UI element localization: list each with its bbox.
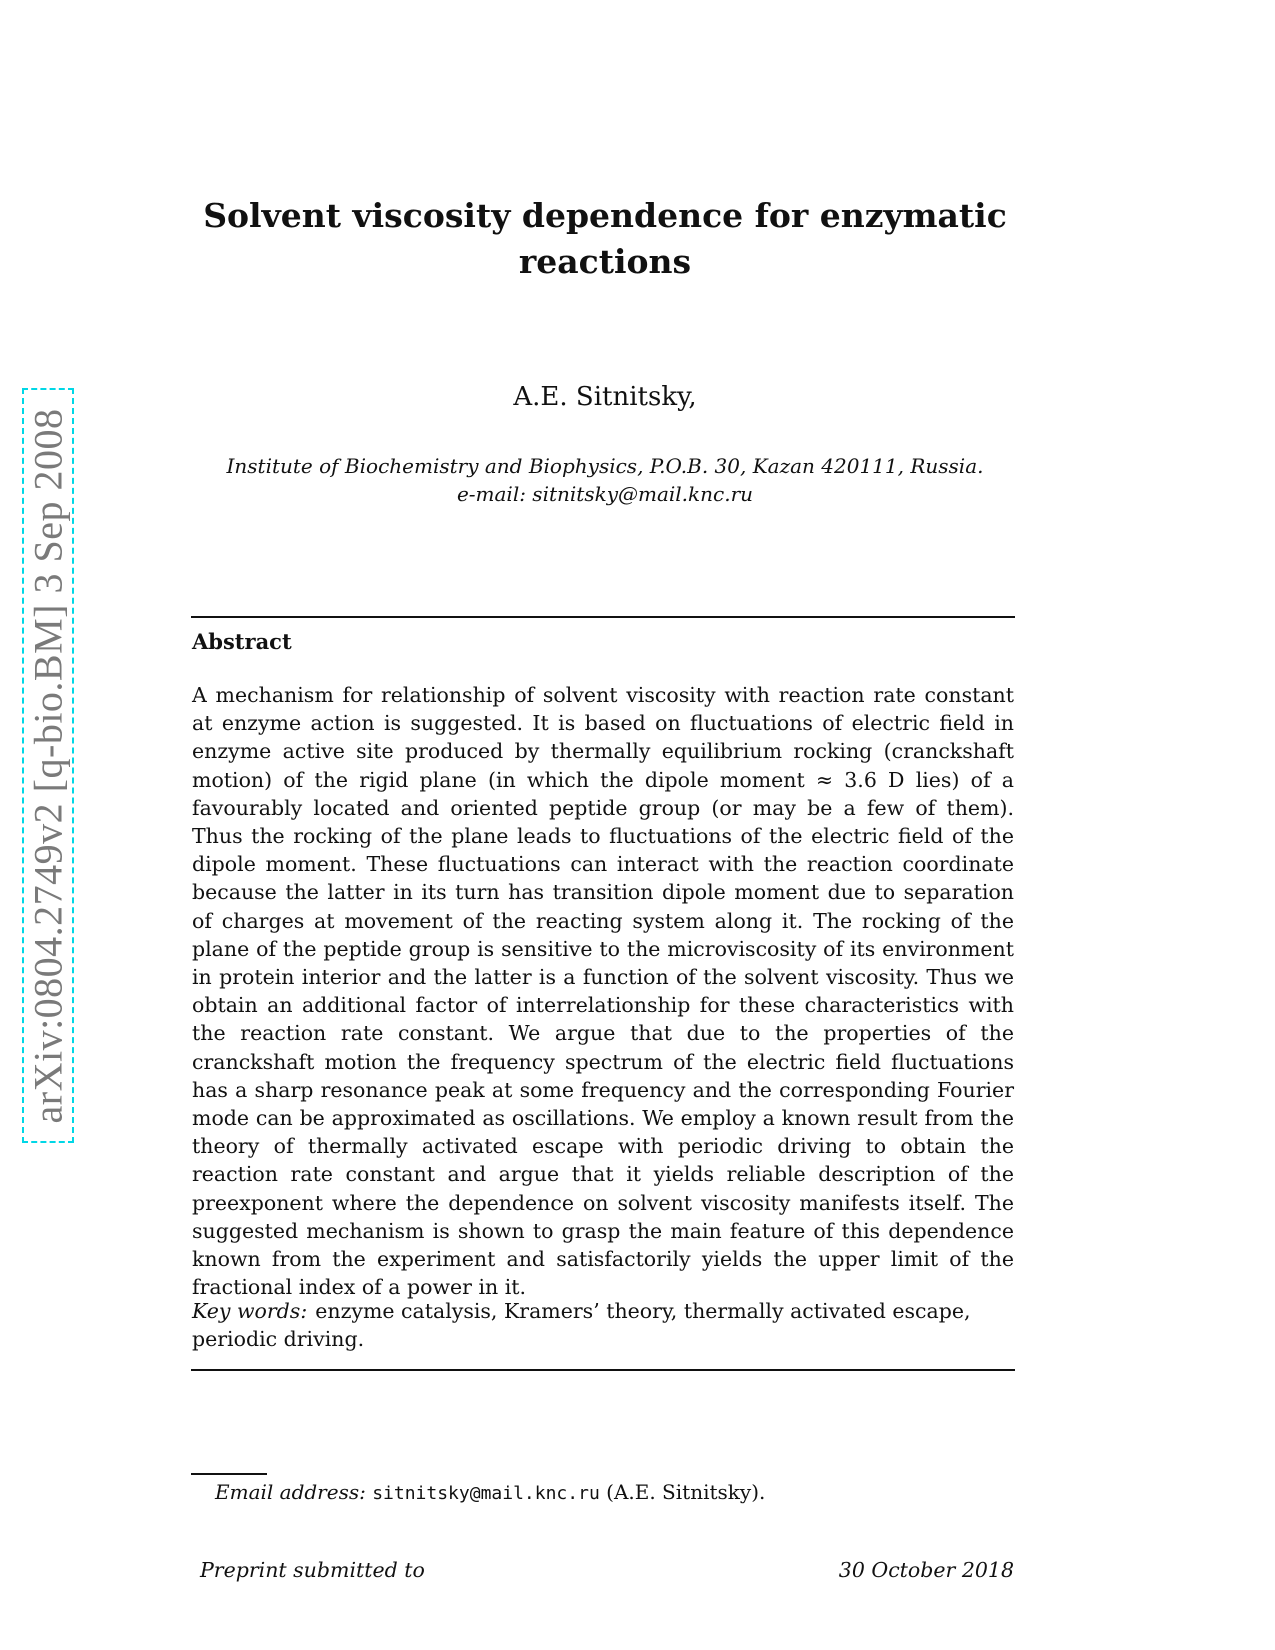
paper-title: Solvent viscosity dependence for enzymatic reactions — [203, 196, 1007, 281]
preprint-note: Preprint submitted to — [200, 1558, 425, 1582]
abstract-body: A mechanism for relationship of solvent viscosity with reaction rate constant at enzyme action is suggested. It is based on fluctuations of electric field in enzyme active site produced by thermally equilibrium rocking (cranckshaft motion) of the rigid plane (in which the dipole moment ≈ 3.6 D lies) of a favourably located and oriented peptide group (or may be a few of them). Thus the rocking of the plane leads to fluctuations of the electric field of the dipole moment. These fluctuations can interact with the reaction coordinate because the latter in its turn has transition dipole moment due to separation of charges at movement of the reacting system along it. The rocking of the plane of the peptide group is sensitive to the microviscosity of its environment in protein interior and the latter is a function of the solvent viscosity. Thus we obtain an additional factor of interrelationship for these characteristics with the reaction rate constant. We argue that due to the properties of the cranckshaft motion the frequency spectrum of the electric field fluctuations has a sharp resonance peak at some frequency and the corresponding Fourier mode can be approximated as oscillations. We employ a known result from the theory of thermally activated escape with periodic driving to obtain the reaction rate constant and argue that it yields reliable description of the preexponent where the dependence on solvent viscosity manifests itself. The suggested mechanism is shown to grasp the main feature of this dependence known from the experiment and satisfactorily yields the upper limit of the fractional index of a power in it. — [192, 683, 1014, 1300]
footnote-label: Email address: — [215, 1480, 366, 1504]
affiliation-institute: Institute of Biochemistry and Biophysics, P.O.B. 30, Kazan 420111, Russia. — [226, 454, 984, 478]
abstract-top-rule — [191, 616, 1015, 618]
footnote — [215, 1478, 765, 1508]
affiliation — [190, 452, 1020, 508]
affiliation-email: e-mail: sitnitsky@mail.knc.ru — [456, 482, 754, 506]
author-name: A.E. Sitnitsky, — [513, 382, 697, 412]
abstract-heading: Abstract — [192, 629, 292, 654]
footnote-author: (A.E. Sitnitsky). — [606, 1480, 766, 1504]
arxiv-stamp-text: arXiv:0804.2749v2 [q-bio.BM] 3 Sep 2008 — [25, 407, 71, 1124]
footnote-rule — [191, 1473, 267, 1475]
keywords-text: enzyme catalysis, Kramers’ theory, thermally activated escape, periodic driving. — [192, 1299, 971, 1352]
arxiv-stamp[interactable] — [22, 388, 74, 1143]
preprint-date: 30 October 2018 — [838, 1558, 1014, 1582]
abstract-bottom-rule — [191, 1369, 1015, 1371]
keywords — [192, 1297, 1014, 1353]
footnote-email-link[interactable]: sitnitsky@mail.knc.ru — [372, 1483, 600, 1504]
keywords-label: Key words: — [192, 1299, 308, 1323]
